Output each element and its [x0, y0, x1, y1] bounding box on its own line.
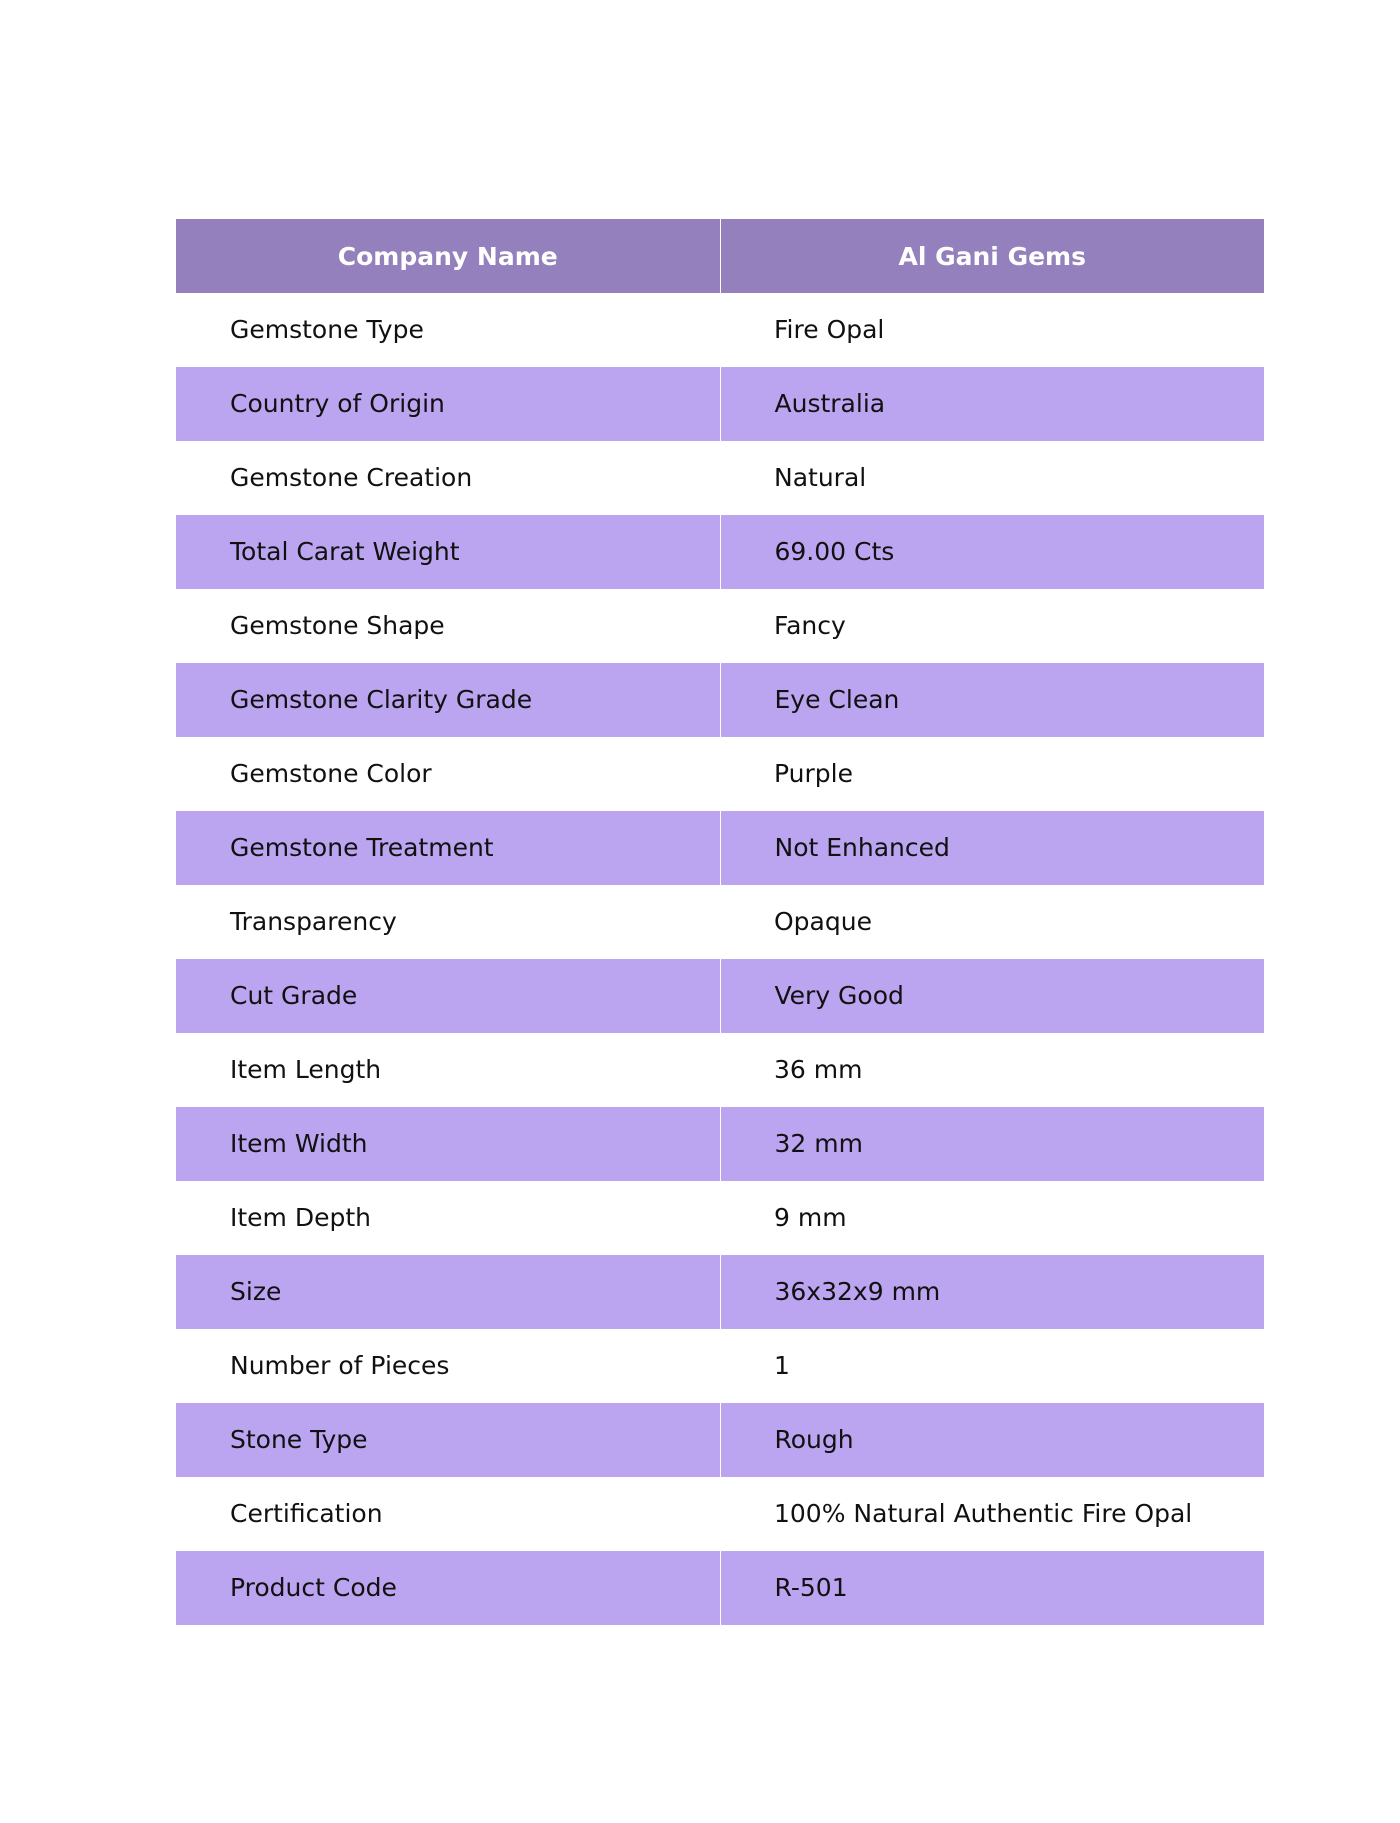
table-row [176, 1107, 1264, 1181]
row-value: Not Enhanced [720, 811, 1264, 885]
row-value: 36 mm [774, 1054, 863, 1084]
table-row [176, 367, 1264, 441]
row-value: 100% Natural Authentic Fire Opal [774, 1498, 1193, 1528]
row-value: Eye Clean [720, 663, 1264, 737]
row-value: Very Good [720, 959, 1264, 1033]
row-value: Fancy [774, 610, 846, 640]
table-row [176, 663, 1264, 737]
row-key: Item Length [230, 1054, 382, 1084]
table-row [176, 885, 1264, 959]
row-value: Purple [774, 758, 853, 788]
row-key: Gemstone Shape [230, 610, 445, 640]
row-key: Gemstone Creation [230, 462, 473, 492]
table-row [176, 1181, 1264, 1255]
gemstone-spec-table [176, 219, 1264, 1625]
row-key: Number of Pieces [230, 1350, 450, 1380]
row-value: 9 mm [774, 1202, 847, 1232]
row-value: Opaque [774, 906, 872, 936]
table-row [176, 811, 1264, 885]
row-key: Transparency [230, 906, 397, 936]
row-key: Gemstone Type [230, 314, 424, 344]
header-key-cell: Company Name [176, 219, 720, 293]
header-value-cell: Al Gani Gems [720, 219, 1264, 293]
table-row [176, 737, 1264, 811]
row-key: Gemstone Treatment [176, 811, 720, 885]
row-key: Item Depth [230, 1202, 372, 1232]
row-key: Total Carat Weight [176, 515, 720, 589]
row-value: R-501 [720, 1551, 1264, 1625]
table-header-row [176, 219, 1264, 293]
row-key: Cut Grade [176, 959, 720, 1033]
table-row [176, 515, 1264, 589]
table-row [176, 293, 1264, 367]
row-value: Rough [720, 1403, 1264, 1477]
row-value: 69.00 Cts [720, 515, 1264, 589]
table-row [176, 589, 1264, 663]
row-key: Item Width [176, 1107, 720, 1181]
row-key: Gemstone Clarity Grade [176, 663, 720, 737]
table-row [176, 1255, 1264, 1329]
row-key: Size [176, 1255, 720, 1329]
row-key: Stone Type [176, 1403, 720, 1477]
table-row [176, 959, 1264, 1033]
table-row [176, 1403, 1264, 1477]
table-row [176, 1329, 1264, 1403]
row-key: Gemstone Color [230, 758, 432, 788]
row-value: 32 mm [720, 1107, 1264, 1181]
table-row [176, 1477, 1264, 1551]
row-key: Product Code [176, 1551, 720, 1625]
row-value: Australia [720, 367, 1264, 441]
row-value: Fire Opal [774, 314, 885, 344]
table-row [176, 1033, 1264, 1107]
row-value: 1 [774, 1350, 790, 1380]
row-value: Natural [774, 462, 867, 492]
table-row [176, 1551, 1264, 1625]
row-key: Certification [230, 1498, 383, 1528]
row-key: Country of Origin [176, 367, 720, 441]
table-row [176, 441, 1264, 515]
row-value: 36x32x9 mm [720, 1255, 1264, 1329]
